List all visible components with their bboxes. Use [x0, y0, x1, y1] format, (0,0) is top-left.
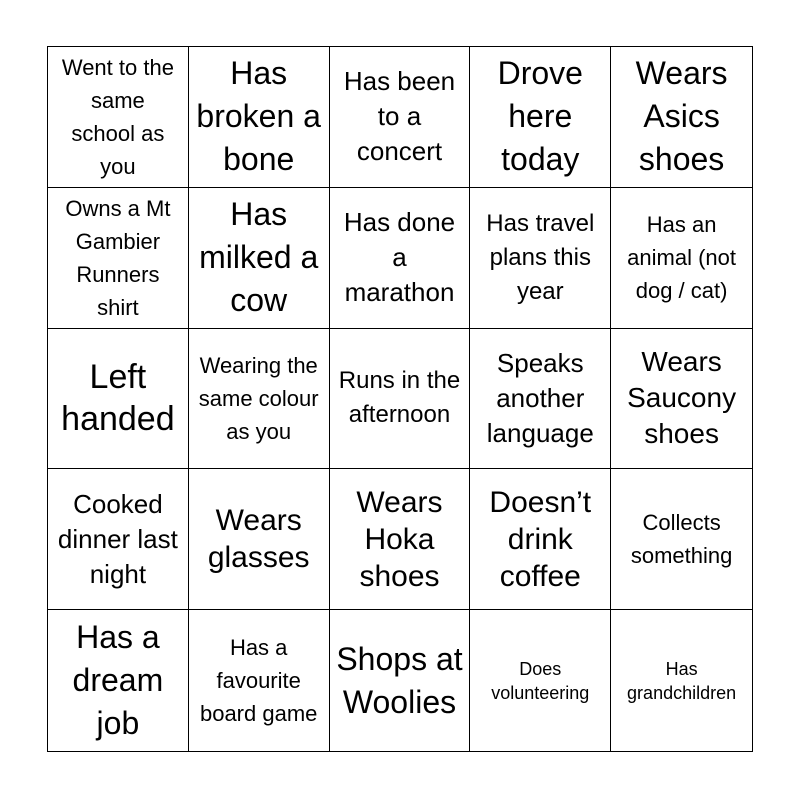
- bingo-cell-text: Wearing the same colour as you: [198, 352, 319, 444]
- bingo-cell-r4c4[interactable]: [470, 469, 611, 610]
- bingo-cell-text: Doesn’t drink coffee: [489, 485, 592, 593]
- bingo-cell-text: Has an animal (not dog / cat): [627, 212, 737, 304]
- bingo-cell-r4c3[interactable]: [330, 469, 471, 610]
- bingo-cell-text: Has milked a cow: [199, 196, 319, 319]
- bingo-cell-r5c2[interactable]: [189, 610, 330, 751]
- bingo-cell-text: Owns a Mt Gambier Runners shirt: [65, 195, 171, 320]
- bingo-cell-r3c5[interactable]: [611, 329, 752, 470]
- bingo-cell-text: Left handed: [61, 358, 175, 439]
- bingo-cell-r2c1[interactable]: [48, 188, 189, 329]
- bingo-cell-text: Has a favourite board game: [199, 635, 318, 727]
- bingo-cell-r1c5[interactable]: [611, 47, 752, 188]
- bingo-cell-text: Shops at Woolies: [336, 640, 463, 720]
- bingo-cell-text: Runs in the afternoon: [338, 367, 461, 429]
- bingo-cell-r3c2[interactable]: [189, 329, 330, 470]
- bingo-cell-text: Went to the same school as you: [61, 54, 174, 179]
- bingo-cell-r5c5[interactable]: [611, 610, 752, 751]
- bingo-cell-text: Cooked dinner last night: [57, 488, 178, 589]
- bingo-cell-text: Has a dream job: [72, 619, 164, 742]
- bingo-cell-r3c3[interactable]: [330, 329, 471, 470]
- bingo-cell-text: Has grandchildren: [627, 658, 737, 703]
- bingo-cell-r2c5[interactable]: [611, 188, 752, 329]
- bingo-cell-text: Drove here today: [497, 55, 583, 178]
- bingo-cell-r2c3[interactable]: [330, 188, 471, 329]
- bingo-cell-r5c4[interactable]: [470, 610, 611, 751]
- bingo-cell-text: Has broken a bone: [196, 55, 321, 178]
- bingo-cell-r1c4[interactable]: [470, 47, 611, 188]
- bingo-cell-r3c4[interactable]: [470, 329, 611, 470]
- bingo-cell-text: Has travel plans this year: [486, 209, 595, 305]
- bingo-card: [47, 46, 753, 752]
- bingo-cell-r5c1[interactable]: [48, 610, 189, 751]
- bingo-cell-r4c5[interactable]: [611, 469, 752, 610]
- bingo-cell-r3c1[interactable]: [48, 329, 189, 470]
- bingo-cell-text: Has done a marathon: [343, 207, 456, 308]
- bingo-cell-r5c3[interactable]: [330, 610, 471, 751]
- bingo-cell-text: Wears Saucony shoes: [627, 346, 737, 450]
- bingo-cell-text: Has been to a concert: [343, 66, 456, 167]
- bingo-cell-text: Does volunteering: [491, 658, 590, 703]
- bingo-cell-text: Wears glasses: [207, 504, 310, 575]
- bingo-cell-r4c2[interactable]: [189, 469, 330, 610]
- bingo-cell-r1c2[interactable]: [189, 47, 330, 188]
- bingo-cell-text: Wears Hoka shoes: [356, 485, 443, 593]
- bingo-cell-r1c3[interactable]: [330, 47, 471, 188]
- bingo-cell-text: Wears Asics shoes: [635, 55, 728, 178]
- bingo-cell-text: Speaks another language: [486, 347, 594, 448]
- bingo-cell-r2c2[interactable]: [189, 188, 330, 329]
- bingo-cell-r2c4[interactable]: [470, 188, 611, 329]
- bingo-cell-text: Collects something: [630, 510, 733, 569]
- bingo-cell-r4c1[interactable]: [48, 469, 189, 610]
- bingo-cell-r1c1[interactable]: [48, 47, 189, 188]
